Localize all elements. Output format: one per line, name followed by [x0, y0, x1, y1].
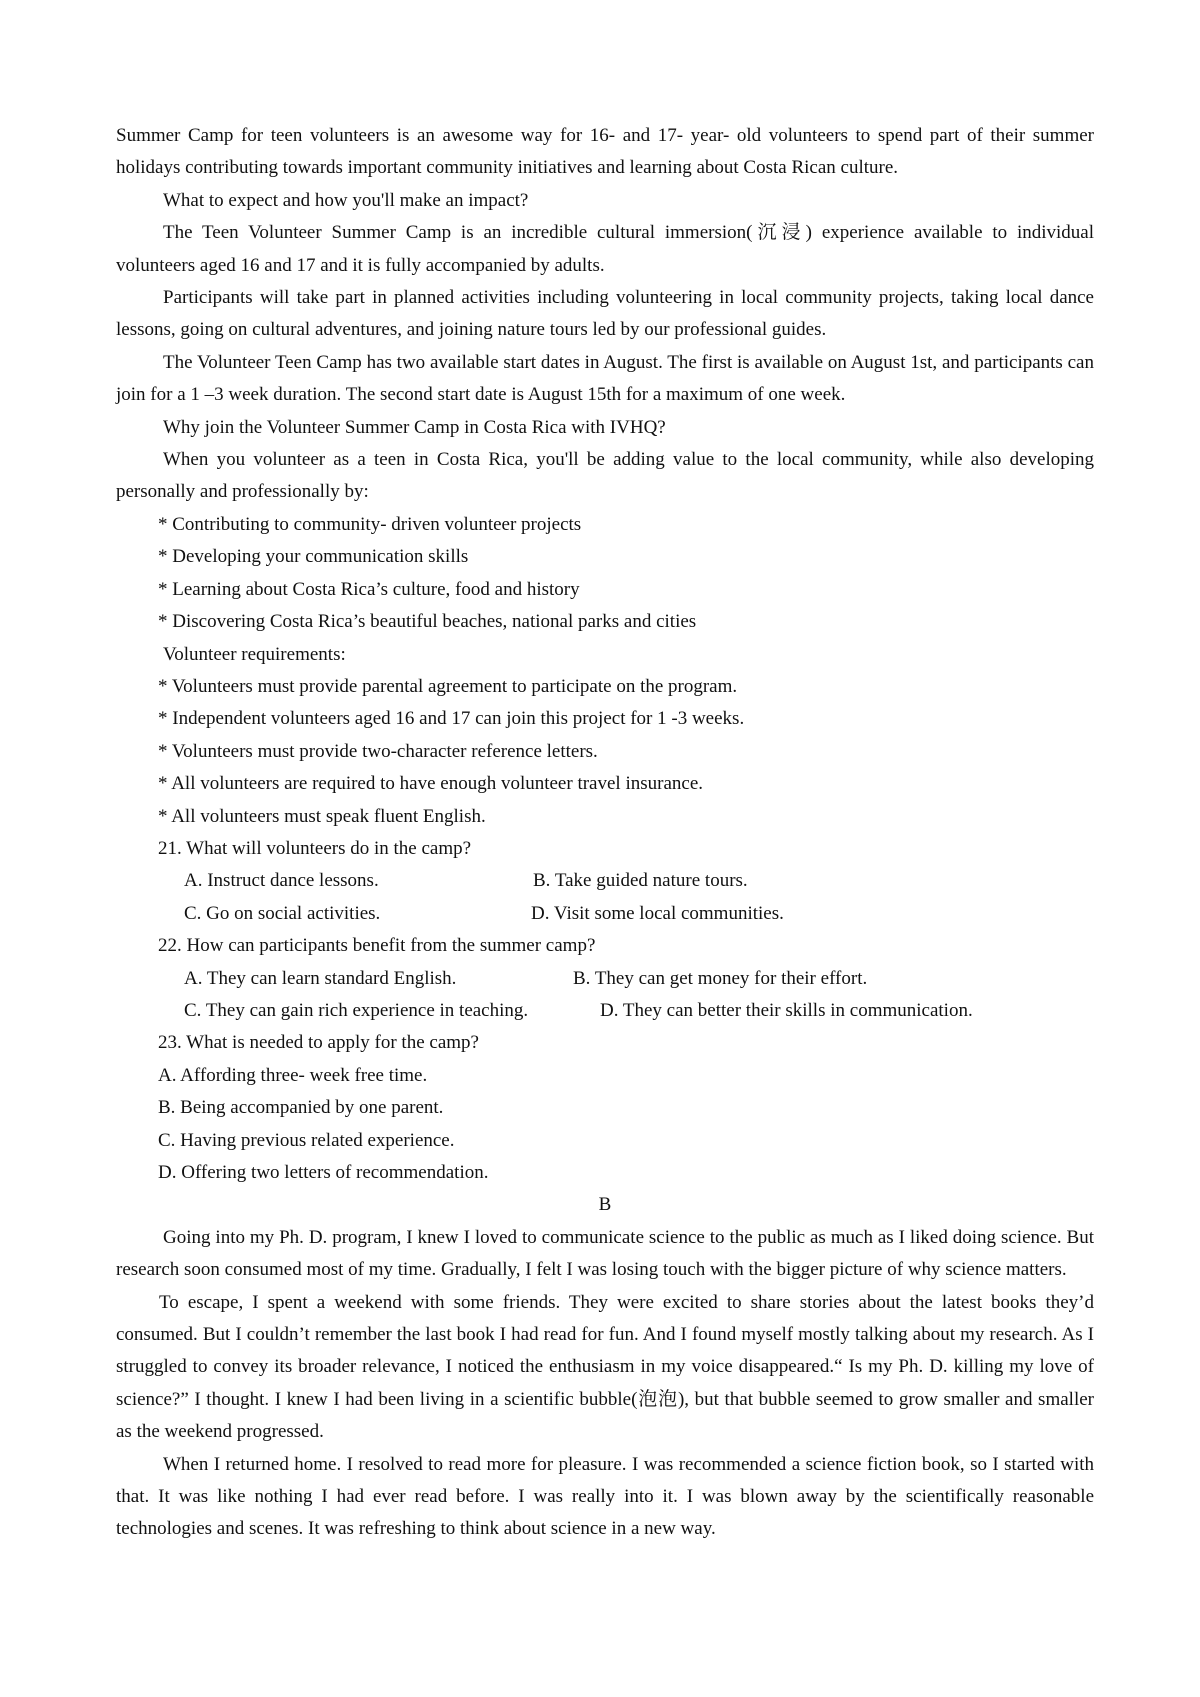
- passage-b-paragraph: Going into my Ph. D. program, I knew I loved to communicate science to the public as much as I liked doing science. But research soon consumed most of my time. Gradually, I felt I was losing touch with the bigger picture of why science matters.: [116, 1226, 1094, 1281]
- question-21-option-d: D. Visit some local communities.: [531, 902, 784, 924]
- question-23-stem: 23. What is needed to apply for the camp?: [158, 1032, 479, 1054]
- question-23-option-b: B. Being accompanied by one parent.: [158, 1097, 444, 1119]
- benefit-item: * Discovering Costa Rica’s beautiful beaches, national parks and cities: [158, 611, 697, 633]
- reading-content: [116, 120, 1094, 1546]
- question-23-option-a: A. Affording three- week free time.: [158, 1064, 428, 1086]
- question-21-option-b: B. Take guided nature tours.: [533, 870, 748, 892]
- passage-a-paragraph: Participants will take part in planned activities including volunteering in local community projects, taking local dance lessons, going on cultural adventures, and joining nature tours led by our professional guides.: [116, 287, 1094, 341]
- question-22-options-row-1: [116, 963, 1094, 995]
- question-22-option-a: A. They can learn standard English.: [184, 967, 457, 989]
- requirement-item: * Volunteers must provide two-character reference letters.: [158, 740, 598, 762]
- question-22-options-row-2: [116, 995, 1094, 1027]
- question-22-stem: 22. How can participants benefit from the summer camp?: [158, 935, 596, 957]
- requirement-item: * Volunteers must provide parental agreement to participate on the program.: [158, 675, 738, 697]
- question-22-option-b: B. They can get money for their effort.: [573, 967, 868, 989]
- passage-a-paragraph: The Volunteer Teen Camp has two available start dates in August. The first is available on August 1st, and participants can join for a 1 –3 week duration. The second start date is August 15th for a maximum of one week.: [116, 351, 1094, 406]
- passage-a-paragraph: When you volunteer as a teen in Costa Rica, you'll be adding value to the local community, while also developing personally and professionally by:: [116, 449, 1094, 503]
- benefit-item: * Contributing to community- driven volunteer projects: [158, 513, 582, 535]
- passage-b-heading: B: [598, 1194, 612, 1216]
- passage-a-subheading-why-join: Why join the Volunteer Summer Camp in Costa Rica with IVHQ?: [163, 416, 666, 438]
- question-21-option-c: C. Go on social activities.: [184, 902, 381, 924]
- question-21-options-row-2: [116, 898, 1094, 930]
- passage-a-subheading-impact: What to expect and how you'll make an impact?: [163, 189, 529, 211]
- requirement-item: * Independent volunteers aged 16 and 17 can join this project for 1 -3 weeks.: [158, 708, 745, 730]
- requirements-heading: Volunteer requirements:: [163, 643, 346, 665]
- requirement-item: * All volunteers are required to have enough volunteer travel insurance.: [158, 773, 703, 795]
- question-21-options-row-1: [116, 865, 1094, 897]
- benefit-item: * Developing your communication skills: [158, 546, 469, 568]
- passage-b-paragraph: To escape, I spent a weekend with some friends. They were excited to share stories about the latest books they’d consumed. But I couldn’t remember the last book I had read for fun. And I found myself mostly talking about my research. As I struggled to convey its broader relevance, I noticed the enthusiasm in my voice disappeared.“ Is my Ph. D. killing my love of science?” I thought. I knew I had been living in a scientific bubble(泡泡), but that bubble seemed to grow smaller and smaller as the weekend progressed.: [116, 1291, 1094, 1443]
- passage-a-intro: Summer Camp for teen volunteers is an awesome way for 16- and 17- year- old volunteers to spend part of their summer holidays contributing towards important community initiatives and learning about Costa Rican culture.: [116, 125, 1094, 179]
- question-23-option-d: D. Offering two letters of recommendation.: [158, 1162, 489, 1183]
- question-22-option-c: C. They can gain rich experience in teaching.: [184, 999, 529, 1021]
- passage-b-paragraph: When I returned home. I resolved to read more for pleasure. I was recommended a science fiction book, so I started with that. It was like nothing I had ever read before. I was really into it. I was blown away by the scientifically reasonable technologies and scenes. It was refreshing to think about science in a new way.: [116, 1453, 1094, 1540]
- requirement-item: * All volunteers must speak fluent English.: [158, 805, 486, 827]
- question-23-option-c: C. Having previous related experience.: [158, 1129, 455, 1151]
- passage-a-paragraph: The Teen Volunteer Summer Camp is an incredible cultural immersion(沉浸) experience available to individual volunteers aged 16 and 17 and it is fully accompanied by adults.: [116, 222, 1094, 276]
- benefit-item: * Learning about Costa Rica’s culture, food and history: [158, 578, 580, 600]
- question-22-option-d: D. They can better their skills in communication.: [600, 999, 973, 1021]
- question-21-option-a: A. Instruct dance lessons.: [184, 870, 379, 892]
- question-21-stem: 21. What will volunteers do in the camp?: [158, 837, 472, 859]
